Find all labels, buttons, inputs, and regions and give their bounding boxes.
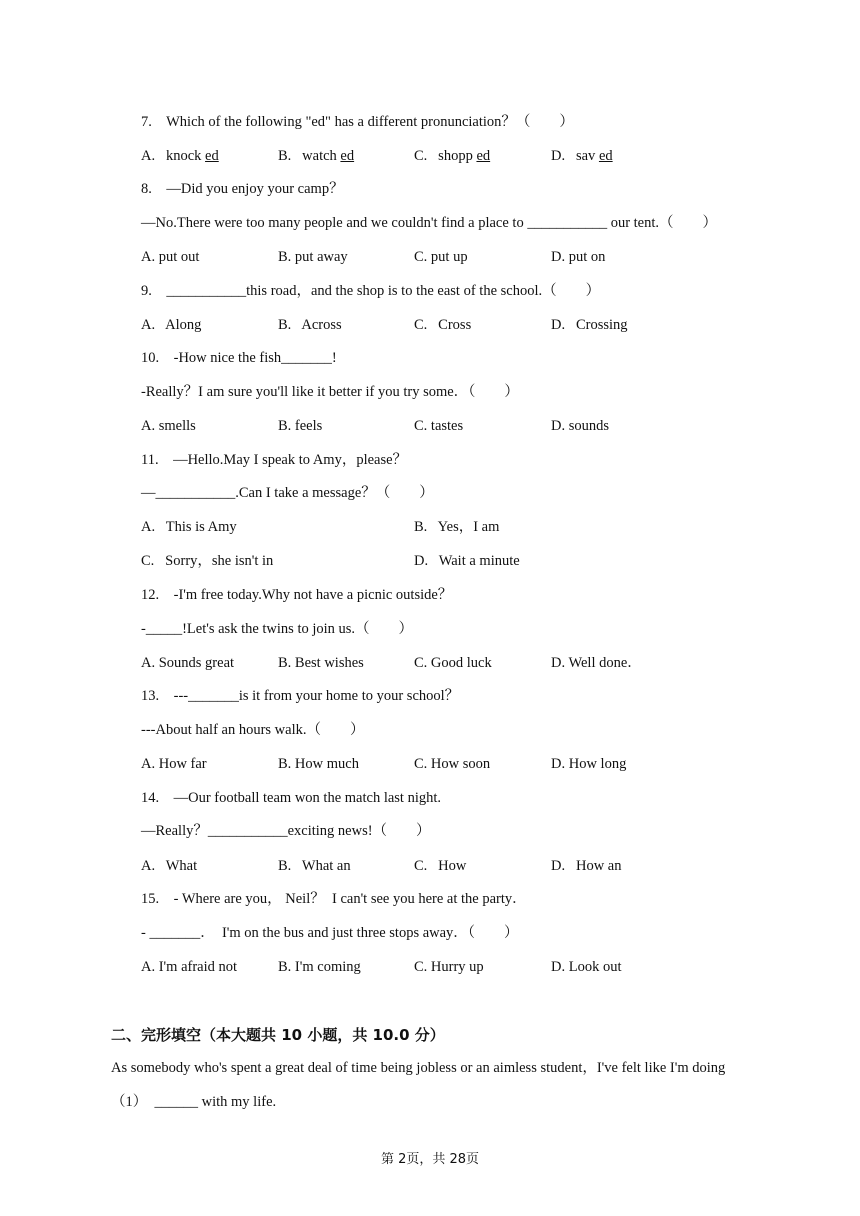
question-12-stem-reply: -_____!Let's ask the twins to join us.（ ）: [141, 621, 414, 637]
question-15-stem-reply: - _______． I'm on the bus and just three stops away．（ ）: [141, 925, 519, 941]
question-12-option-c: C. Good luck: [414, 655, 492, 671]
question-15-option-b: B. I'm coming: [278, 959, 361, 975]
question-13-option-b: B. How much: [278, 756, 359, 772]
question-10-stem-reply: -Really？I am sure you'll like it better if you try some．（ ）: [141, 384, 519, 400]
question-7-stem: 7. Which of the following "ed" has a different pronunciation？（ ）: [141, 114, 574, 130]
question-7-option-b: B. watch ed: [278, 148, 355, 164]
passage-line-1: As somebody who's spent a great deal of time being jobless or an aimless student，I've felt like I'm doing: [111, 1060, 726, 1076]
question-15-option-c: C. Hurry up: [414, 959, 484, 975]
question-11-option-d: D. Wait a minute: [414, 553, 520, 569]
question-15-stem: 15. - Where are you， Neil？ I can't see you here at the party．: [141, 891, 527, 907]
question-14-stem: 14. —Our football team won the match last night.: [141, 790, 442, 806]
page-footer: 第 2页，共 28页: [380, 1152, 480, 1167]
question-14-option-c: C. How: [414, 858, 467, 874]
question-13-option-d: D. How long: [551, 756, 627, 772]
question-12-option-a: A. Sounds great: [141, 655, 235, 671]
section-title: 二、完形填空（本大题共 10 小题，共 10.0 分）: [111, 1026, 445, 1044]
question-15-option-d: D. Look out: [551, 959, 622, 975]
question-10-option-b: B. feels: [278, 418, 323, 434]
question-7-option-c: C. shopp ed: [414, 148, 491, 164]
question-9-stem: 9. ___________this road，and the shop is to the east of the school.（ ）: [141, 283, 601, 299]
question-7-option-a: A. knock ed: [141, 148, 219, 164]
question-8-option-b: B. put away: [278, 249, 348, 265]
question-10-option-a: A. smells: [141, 418, 196, 434]
question-14-option-d: D. How an: [551, 858, 622, 874]
question-8-stem: 8. —Did you enjoy your camp？: [141, 181, 344, 197]
question-10-option-c: C. tastes: [414, 418, 464, 434]
question-14-option-b: B. What an: [278, 858, 351, 874]
question-11-stem: 11. —Hello.May I speak to Amy，please？: [141, 452, 408, 468]
question-13-stem-reply: ---About half an hours walk.（ ）: [141, 722, 365, 738]
question-14-option-a: A. What: [141, 858, 198, 874]
question-13-option-a: A. How far: [141, 756, 207, 772]
question-8-option-d: D. put on: [551, 249, 606, 265]
question-13-stem: 13. ---_______is it from your home to your school？: [141, 688, 460, 704]
question-10-stem: 10. -How nice the fish_______!: [141, 350, 337, 366]
question-12-option-b: B. Best wishes: [278, 655, 364, 671]
question-8-option-c: C. put up: [414, 249, 468, 265]
question-9-option-b: B. Across: [278, 317, 342, 333]
question-9-option-a: A. Along: [141, 317, 202, 333]
question-9-option-c: C. Cross: [414, 317, 472, 333]
question-8-option-a: A. put out: [141, 249, 200, 265]
question-9-option-d: D. Crossing: [551, 317, 628, 333]
question-10-option-d: D. sounds: [551, 418, 610, 434]
question-8-stem-reply: —No.There were too many people and we couldn't find a place to ___________ our tent.（ ）: [141, 215, 718, 231]
question-13-option-c: C. How soon: [414, 756, 491, 772]
question-15-option-a: A. I'm afraid not: [141, 959, 238, 975]
question-12-stem: 12. -I'm free today.Why not have a picnic outside？: [141, 587, 453, 603]
question-11-option-b: B. Yes，I am: [414, 519, 500, 535]
question-12-option-d: D. Well done．: [551, 655, 642, 671]
question-11-option-a: A. This is Amy: [141, 519, 237, 535]
question-7-option-d: D. sav ed: [551, 148, 613, 164]
question-14-stem-reply: —Really？___________exciting news!（ ）: [141, 823, 431, 839]
passage-line-2: （1） ______ with my life.: [111, 1094, 277, 1110]
question-11-stem-reply: —___________.Can I take a message？（ ）: [141, 485, 434, 501]
question-11-option-c: C. Sorry，she isn't in: [141, 553, 274, 569]
